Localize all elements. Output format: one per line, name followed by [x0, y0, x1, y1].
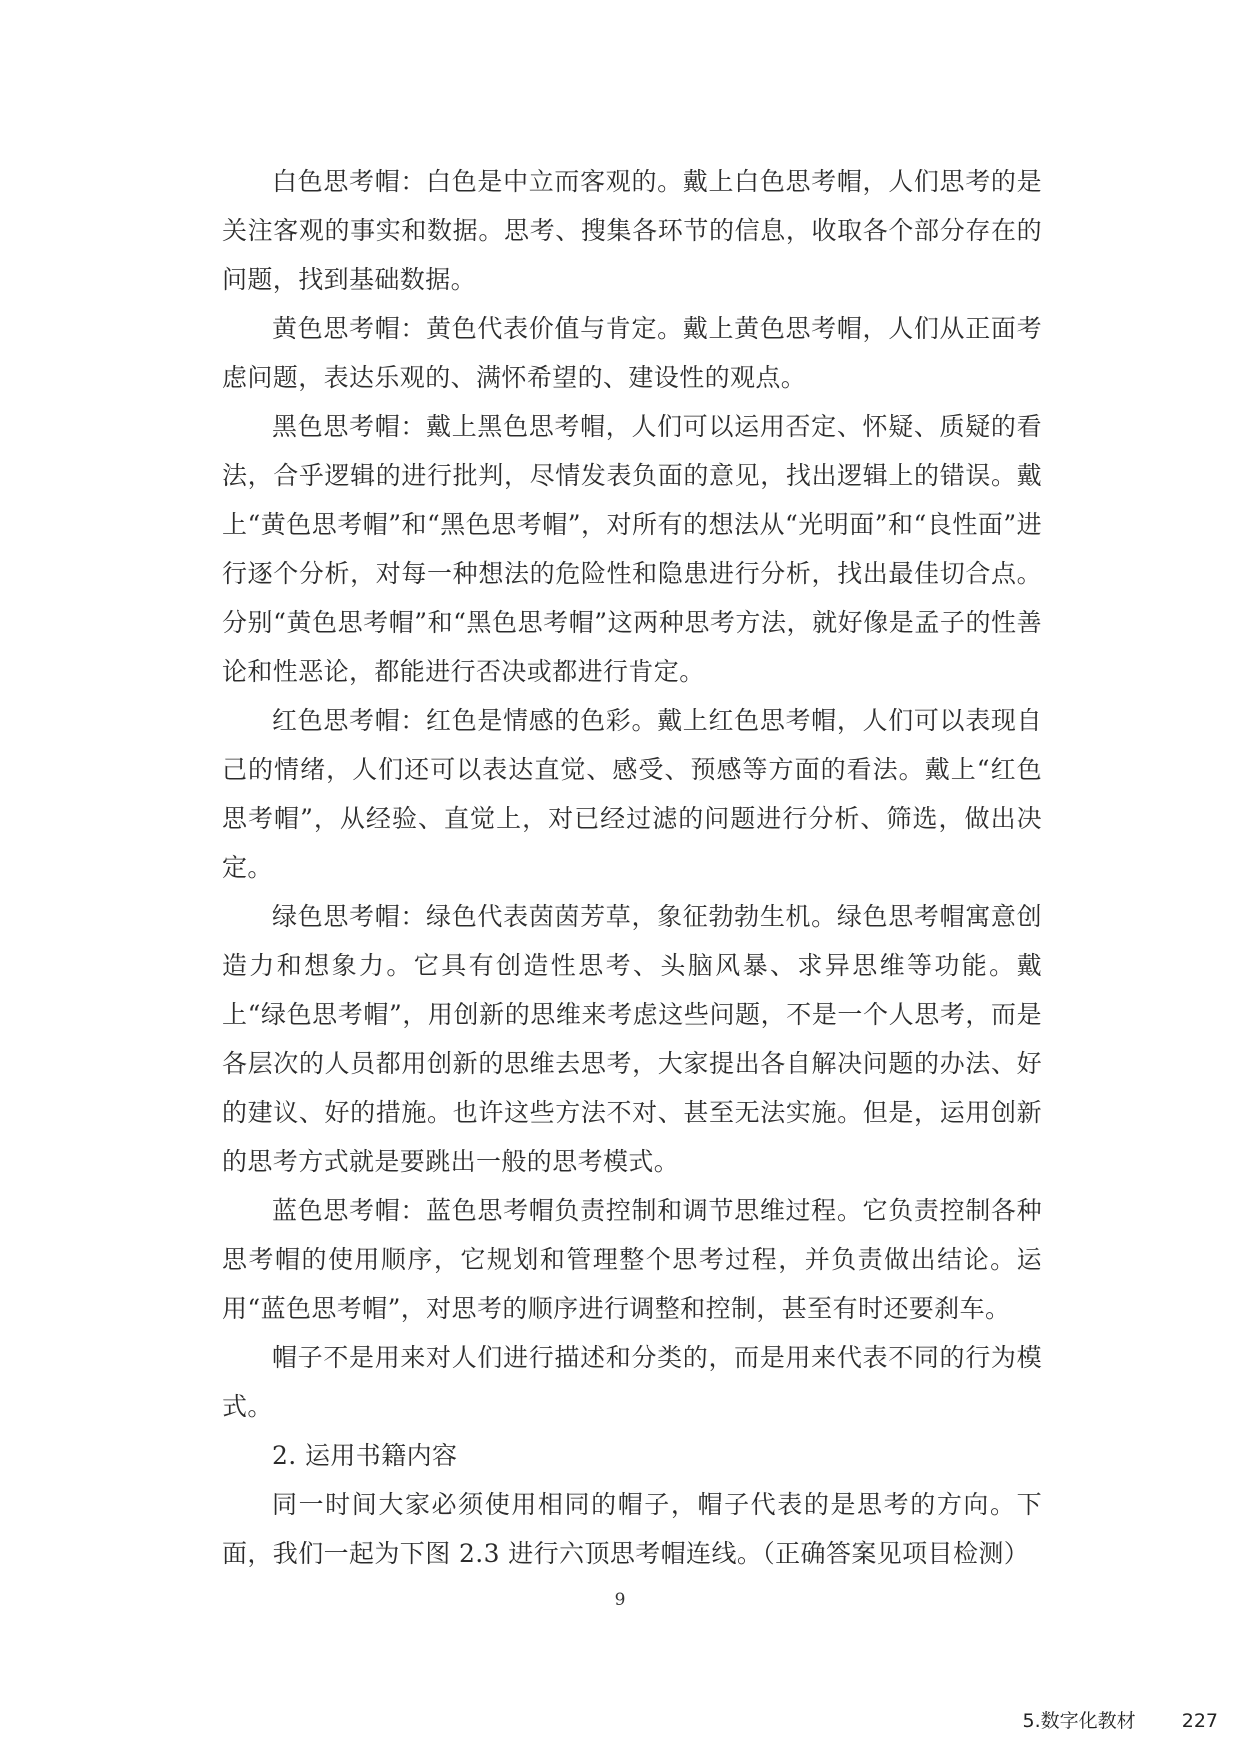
- document-body: [222, 157, 1042, 1578]
- footer: [1023, 1706, 1218, 1733]
- paragraph-same-hat: 同一时间大家必须使用相同的帽子，帽子代表的是思考的方向。下面，我们一起为下图 2.3 进行六顶思考帽连线。（正确答案见项目检测）: [222, 1490, 1042, 1568]
- paragraph-yellow-hat: 黄色思考帽：黄色代表价值与肯定。戴上黄色思考帽，人们从正面考虑问题，表达乐观的、满怀希望的、建设性的观点。: [222, 314, 1042, 392]
- footer-label: 5.数字化教材: [1022, 1710, 1136, 1732]
- paragraph-red-hat: 红色思考帽：红色是情感的色彩。戴上红色思考帽，人们可以表现自己的情绪，人们还可以表达直觉、感受、预感等方面的看法。戴上“红色思考帽”，从经验、直觉上，对已经过滤的问题进行分析、筛选，做出决定。: [222, 706, 1042, 882]
- paragraph-blue-hat: 蓝色思考帽：蓝色思考帽负责控制和调节思维过程。它负责控制各种思考帽的使用顺序，它规划和管理整个思考过程，并负责做出结论。运用“蓝色思考帽”，对思考的顺序进行调整和控制，甚至有时还要刹车。: [222, 1196, 1042, 1323]
- page-number: 9: [614, 1590, 626, 1610]
- paragraph-black-hat: 黑色思考帽：戴上黑色思考帽，人们可以运用否定、怀疑、质疑的看法，合乎逻辑的进行批判，尽情发表负面的意见，找出逻辑上的错误。戴上“黄色思考帽”和“黑色思考帽”，对所有的想法从“光明面”和“良性面”进行逐个分析，对每一种想法的危险性和隐患进行分析，找出最佳切合点。分别“黄色思考帽”和“黑色思考帽”这两种思考方法，就好像是孟子的性善论和性恶论，都能进行否决或都进行肯定。: [222, 412, 1042, 686]
- footer-page-number: 227: [1181, 1710, 1218, 1732]
- paragraph-white-hat: 白色思考帽：白色是中立而客观的。戴上白色思考帽，人们思考的是关注客观的事实和数据。思考、搜集各环节的信息，收取各个部分存在的问题，找到基础数据。: [222, 167, 1042, 294]
- section-heading: 2. 运用书籍内容: [272, 1441, 458, 1470]
- paragraph-green-hat: 绿色思考帽：绿色代表茵茵芳草，象征勃勃生机。绿色思考帽寓意创造力和想象力。它具有创造性思考、头脑风暴、求异思维等功能。戴上“绿色思考帽”，用创新的思维来考虑这些问题，不是一个人思考，而是各层次的人员都用创新的思维去思考，大家提出各自解决问题的办法、好的建议、好的措施。也许这些方法不对、甚至无法实施。但是，运用创新的思考方式就是要跳出一般的思考模式。: [222, 902, 1042, 1176]
- paragraph-hats-meaning: 帽子不是用来对人们进行描述和分类的，而是用来代表不同的行为模式。: [222, 1343, 1042, 1421]
